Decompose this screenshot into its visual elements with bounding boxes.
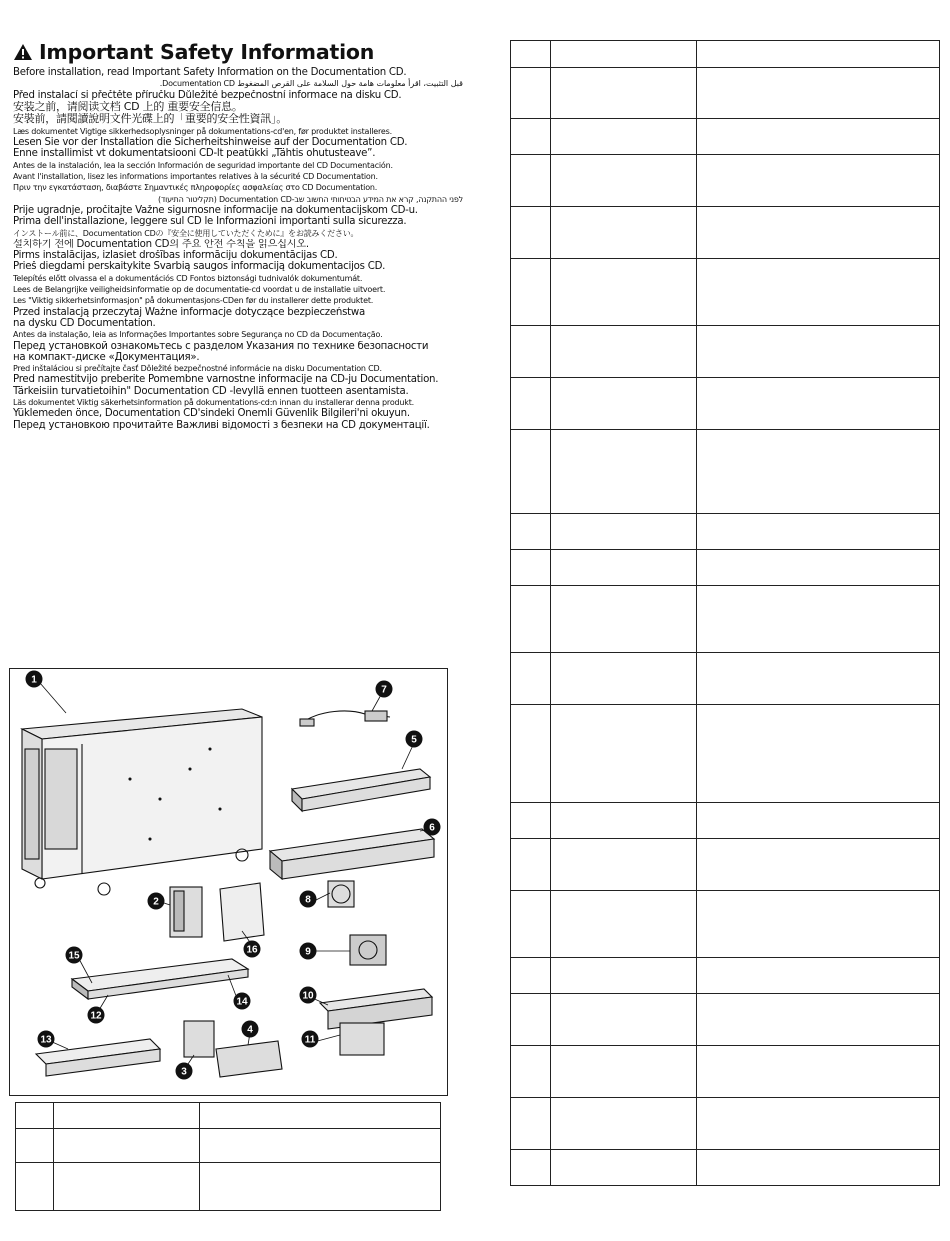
item-number-cell (511, 586, 551, 653)
safety-line: 설치하기 전에 Documentation CD의 주요 안전 수칙을 읽으십시오. (13, 238, 309, 250)
callout-8 (300, 891, 317, 908)
item-number-cell (511, 994, 551, 1046)
item-number-cell (511, 119, 551, 155)
callout-9 (300, 943, 317, 960)
part-number-cell (200, 1129, 441, 1163)
part-number-cell (697, 41, 940, 68)
item-number-cell (511, 803, 551, 839)
safety-line: Lesen Sie vor der Installation die Sicherheitshinweise auf der Documentation CD. (13, 137, 408, 149)
svg-text:1: 1 (31, 674, 37, 686)
safety-line: قبل التثبيت، اقرأ معلومات هامة حول السلامة على القرص المضغوط Documentation CD. (159, 79, 463, 89)
part-number-cell (697, 378, 940, 430)
item-number-cell (511, 207, 551, 259)
table-row (511, 68, 940, 119)
description-cell (54, 1103, 200, 1129)
description-cell (551, 326, 697, 378)
callout-10 (300, 987, 317, 1004)
part-number-cell (697, 430, 940, 514)
description-cell (54, 1129, 200, 1163)
item-number-cell (511, 705, 551, 803)
description-cell (551, 155, 697, 207)
svg-text:8: 8 (305, 894, 311, 906)
description-cell (551, 705, 697, 803)
part-number-cell (697, 891, 940, 958)
description-cell (551, 653, 697, 705)
part-number-cell (697, 803, 940, 839)
table-row (511, 705, 940, 803)
safety-line: Les "Viktig sikkerhetsinformasjon" på dokumentasjons-CDen før du installerer dette produktet. (13, 296, 374, 306)
part-number-cell (697, 514, 940, 550)
table-row (16, 1103, 441, 1129)
safety-line: na dysku CD Documentation. (13, 317, 156, 329)
svg-text:12: 12 (90, 1010, 102, 1022)
description-cell (551, 839, 697, 891)
callout-11 (302, 1031, 319, 1048)
item-number-cell (511, 326, 551, 378)
safety-line: Antes de la instalación, lea la sección Información de seguridad importante del CD Documentación. (13, 160, 393, 170)
safety-line: Prieš diegdami perskaitykite Svarbią saugos informaciją dokumentacijos CD. (13, 261, 386, 273)
part-number-cell (697, 119, 940, 155)
callout-4 (242, 1021, 259, 1038)
description-cell (551, 207, 697, 259)
description-cell (551, 1046, 697, 1098)
item-number-cell (511, 891, 551, 958)
table-row (511, 994, 940, 1046)
table-row (511, 514, 940, 550)
table-row (511, 1150, 940, 1186)
safety-line: לפני ההתקנה, קרא את המידע הבטיחותי החשוב שב-Documentation CD (תקליטור התיעוד) (158, 194, 463, 204)
part-number-cell (697, 705, 940, 803)
svg-text:4: 4 (247, 1024, 253, 1036)
callout-16 (244, 941, 261, 958)
part-number-cell (697, 155, 940, 207)
svg-text:13: 13 (40, 1034, 52, 1046)
item-number-cell (511, 68, 551, 119)
part-number-cell (697, 1150, 940, 1186)
description-cell (551, 803, 697, 839)
table-row (16, 1129, 441, 1163)
table-row (511, 958, 940, 994)
table-row (511, 891, 940, 958)
item-number-cell (511, 514, 551, 550)
table-row (511, 326, 940, 378)
safety-line: Prije ugradnje, pročitajte Važne sigurnosne informacije na dokumentacijskom CD-u. (13, 204, 418, 216)
item-number-cell (511, 1150, 551, 1186)
safety-section (13, 40, 463, 431)
part-number-cell (697, 259, 940, 326)
svg-text:5: 5 (411, 734, 417, 746)
svg-text:16: 16 (246, 944, 258, 956)
safety-line: Antes da instalação, leia as Informações Importantes sobre Segurança no CD da Documentação. (13, 330, 383, 340)
part-number-cell (697, 958, 940, 994)
description-cell (551, 514, 697, 550)
callout-2 (148, 893, 165, 910)
item-number-cell (511, 839, 551, 891)
svg-text:2: 2 (153, 896, 159, 908)
parts-diagram-svg (10, 669, 447, 1095)
table-row (511, 155, 940, 207)
part-number-cell (697, 68, 940, 119)
safety-line: 安裝前，請閱讀說明文件光碟上的「重要的安全性資訊」。 (13, 113, 287, 126)
item-number-cell (16, 1129, 54, 1163)
table-row (16, 1163, 441, 1211)
table-row (511, 378, 940, 430)
item-number-cell (16, 1103, 54, 1129)
item-number-cell (511, 378, 551, 430)
item-number-cell (511, 259, 551, 326)
part-number-cell (697, 839, 940, 891)
description-cell (551, 1150, 697, 1186)
part-number-cell (697, 994, 940, 1046)
safety-line: на компакт-диске «Документация». (13, 351, 200, 363)
svg-text:14: 14 (236, 996, 248, 1008)
table-row (511, 803, 940, 839)
svg-text:3: 3 (181, 1066, 187, 1078)
item-number-cell (511, 41, 551, 68)
description-cell (551, 1098, 697, 1150)
safety-line: 安装之前，请阅读文档 CD 上的 重要安全信息。 (13, 100, 243, 113)
svg-text:15: 15 (68, 950, 80, 962)
safety-line: Pred inštaláciou si prečítajte časť Dôležité bezpečnostné informácie na disku Documentation CD. (13, 364, 382, 374)
safety-line: Před instalací si přečtěte příručku Důležité bezpečnostní informace na disku CD. (13, 89, 402, 101)
callout-12 (88, 1007, 105, 1024)
callout-13 (38, 1031, 55, 1048)
table-row (511, 586, 940, 653)
safety-line: Tärkeisiin turvatietoihin" Documentation CD -levyllä ennen tuotteen asentamista. (13, 385, 409, 397)
part-number-cell (697, 653, 940, 705)
parts-table-right (510, 40, 940, 1186)
part-number-cell (697, 1098, 940, 1150)
item-number-cell (511, 550, 551, 586)
table-row (511, 550, 940, 586)
svg-text:9: 9 (305, 946, 311, 958)
description-cell (551, 586, 697, 653)
callout-6 (424, 819, 441, 836)
callout-14 (234, 993, 251, 1010)
item-number-cell (511, 155, 551, 207)
svg-text:6: 6 (429, 822, 435, 834)
description-cell (551, 119, 697, 155)
part-number-cell (697, 326, 940, 378)
table-row (511, 41, 940, 68)
table-row (511, 259, 940, 326)
part-number-cell (697, 207, 940, 259)
warning-triangle-icon (13, 43, 33, 61)
safety-line: Lees de Belangrijke veiligheidsinformatie op de documentatie-cd voordat u de installatie uitvoert. (13, 285, 386, 295)
callout-3 (176, 1063, 193, 1080)
description-cell (551, 378, 697, 430)
description-cell (551, 550, 697, 586)
safety-lines (13, 67, 463, 431)
part-number-cell (200, 1163, 441, 1211)
table-row (511, 1046, 940, 1098)
part-number-cell (697, 1046, 940, 1098)
item-number-cell (511, 1098, 551, 1150)
safety-line: Enne installimist vt dokumentatsiooni CD-lt peatükki „Tähtis ohutusteave”. (13, 148, 376, 160)
safety-line: Avant l'installation, lisez les informations importantes relatives à la sécurité CD Documentation. (13, 172, 378, 182)
part-number-cell (697, 550, 940, 586)
safety-line: Before installation, read Important Safety Information on the Documentation CD. (13, 67, 407, 78)
item-number-cell (511, 430, 551, 514)
safety-line: Πριν την εγκατάσταση, διαβάστε Σημαντικές πληροφορίες ασφαλείας στο CD Documentation. (13, 183, 378, 193)
callout-1 (26, 671, 43, 688)
safety-line: Перед установкой ознакомьтесь с разделом Указания по технике безопасности (13, 340, 429, 352)
safety-line: Yüklemeden önce, Documentation CD'sindeki Önemli Güvenlik Bilgileri'ni okuyun. (13, 408, 410, 420)
svg-text:11: 11 (304, 1034, 316, 1046)
safety-title-row (13, 40, 463, 64)
safety-title: Important Safety Information (39, 40, 375, 64)
safety-line: Przed instalacją przeczytaj Ważne informacje dotyczące bezpieczeństwa (13, 306, 366, 318)
parts-table-left (15, 1102, 441, 1211)
callout-5 (406, 731, 423, 748)
item-number-cell (511, 1046, 551, 1098)
description-cell (551, 259, 697, 326)
table-row (511, 653, 940, 705)
safety-line: Läs dokumentet Viktig säkerhetsinformation på dokumentations-cd:n innan du installerar denna produkt. (13, 398, 414, 408)
callout-15 (66, 947, 83, 964)
safety-line: Pirms instalācijas, izlasiet drošības informāciju dokumentācijas CD. (13, 250, 338, 262)
callout-7 (376, 681, 393, 698)
part-number-cell (200, 1103, 441, 1129)
item-number-cell (511, 653, 551, 705)
part-number-cell (697, 586, 940, 653)
description-cell (551, 430, 697, 514)
description-cell (54, 1163, 200, 1211)
description-cell (551, 41, 697, 68)
table-row (511, 839, 940, 891)
safety-line: インストール前に、Documentation CDの『安全に使用していただくために』をお読みください。 (13, 228, 359, 238)
table-row (511, 207, 940, 259)
svg-text:10: 10 (302, 990, 314, 1002)
svg-text:7: 7 (381, 684, 387, 696)
item-number-cell (511, 958, 551, 994)
table-row (511, 119, 940, 155)
safety-line: Перед установкою прочитайте Важливі відомості з безпеки на CD документації. (13, 419, 430, 431)
safety-line: Prima dell'installazione, leggere sul CD le Informazioni importanti sulla sicurezza. (13, 216, 407, 228)
item-number-cell (16, 1163, 54, 1211)
safety-line: Læs dokumentet Vigtige sikkerhedsoplysninger på dokumentations-cd'en, før produktet installeres. (13, 126, 392, 136)
description-cell (551, 958, 697, 994)
parts-diagram (9, 668, 448, 1096)
table-row (511, 430, 940, 514)
description-cell (551, 68, 697, 119)
table-row (511, 1098, 940, 1150)
safety-line: Telepítés előtt olvassa el a dokumentációs CD Fontos biztonsági tudnivalók dokumentumát. (13, 273, 363, 283)
description-cell (551, 891, 697, 958)
server-chassis-drawing (22, 709, 262, 895)
description-cell (551, 994, 697, 1046)
safety-line: Pred namestitvijo preberite Pomembne varnostne informacije na CD-ju Documentation. (13, 374, 439, 386)
